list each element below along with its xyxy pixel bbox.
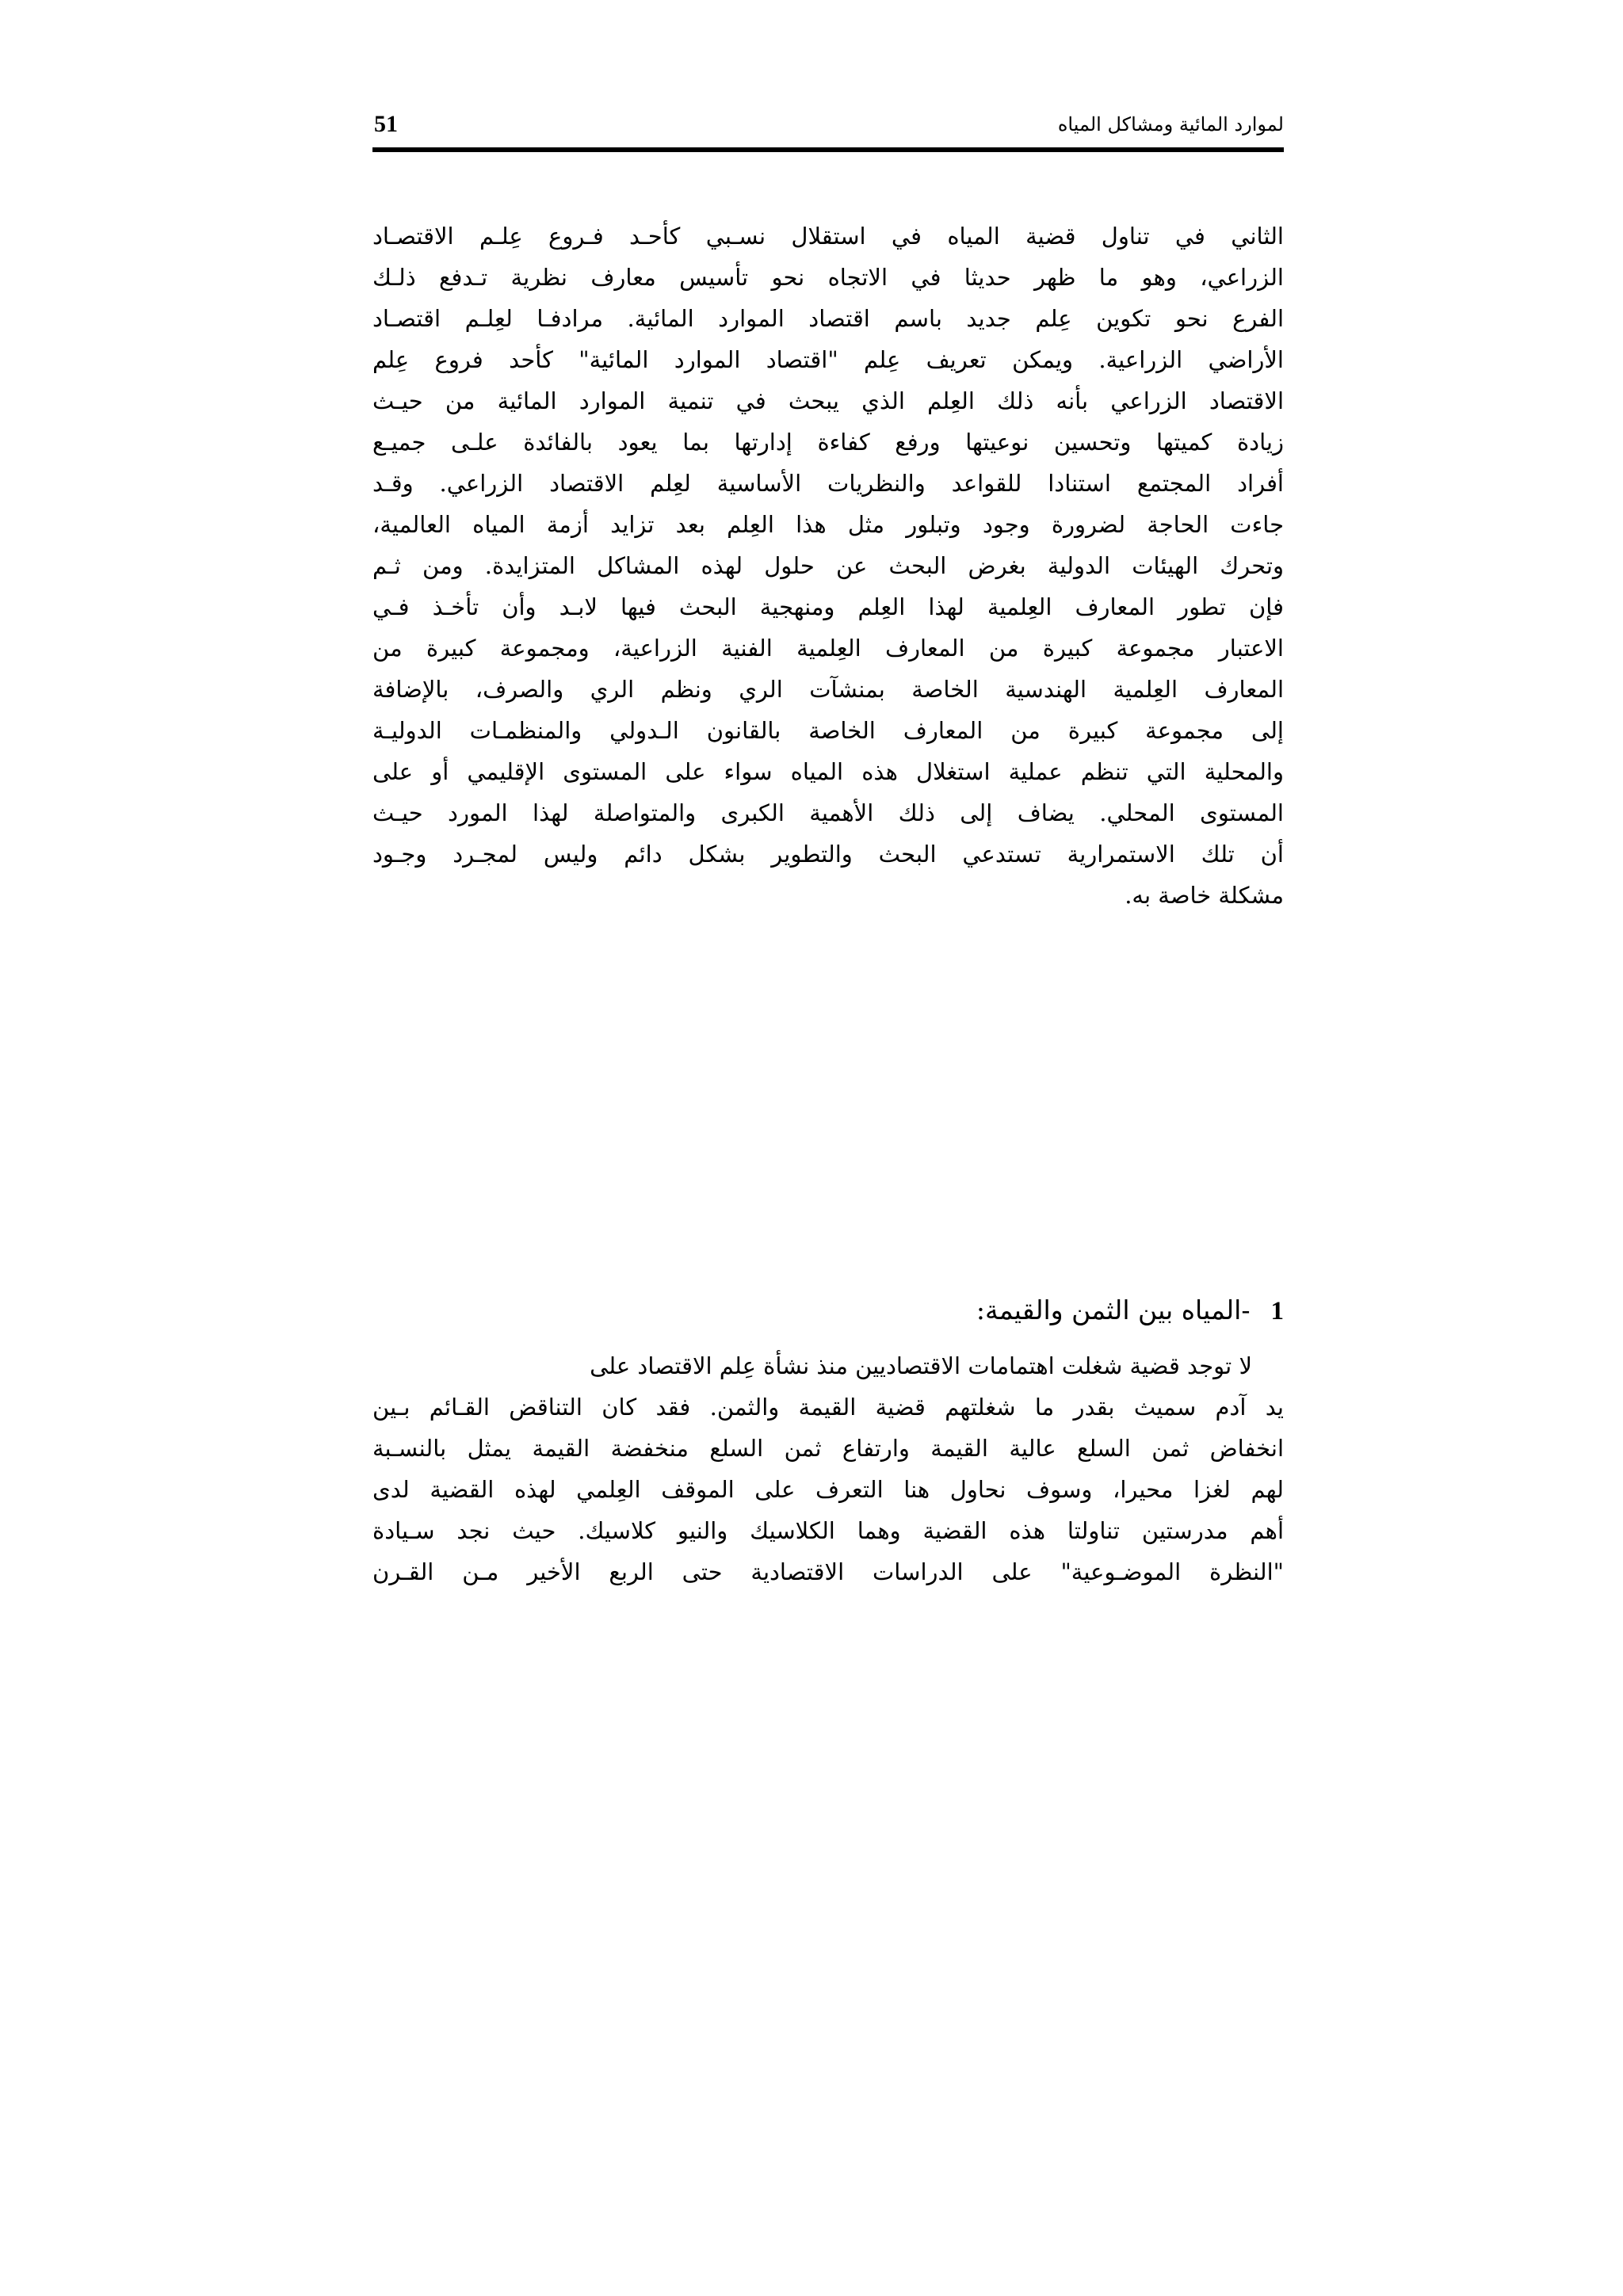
text-line: يد آدم سميث بقدر ما شغلتهم قضية القيمة والثمن. فقد كان التناقض القـائم بـين (372, 1394, 1284, 1421)
paragraph-continued (372, 215, 1284, 916)
page-header (372, 103, 1284, 146)
text-line: الفرع نحو تكوين عِلم جديد باسم اقتصاد الموارد المائية. مرادفـا لعِلـم اقتصـاد (372, 305, 1284, 332)
section-number: 1 (1270, 1297, 1284, 1325)
page-number: 51 (374, 111, 398, 137)
text-line: الاقتصاد الزراعي بأنه ذلك العِلم الذي يبحث في تنمية الموارد المائية من حيـث (372, 387, 1284, 414)
text-line: انخفاض ثمن السلع عالية القيمة وارتفاع ثمن السلع منخفضة القيمة يمثل بالنسـبة (372, 1435, 1284, 1462)
text-line: وتحرك الهيئات الدولية بغرض البحث عن حلول لهذه المشاكل المتزايدة. ومن ثـم (372, 552, 1284, 579)
header-rule (372, 147, 1284, 152)
text-line: المستوى المحلي. يضاف إلى ذلك الأهمية الكبرى والمتواصلة لهذا المورد حيـث (372, 799, 1284, 826)
text-line: إلى مجموعة كبيرة من المعارف الخاصة بالقانون الـدولي والمنظمـات الدوليـة (372, 717, 1284, 744)
text-line: الاعتبار مجموعة كبيرة من المعارف العِلمية الفنية الزراعية، ومجموعة كبيرة من (372, 635, 1284, 662)
text-line: "النظرة الموضـوعية" على الدراسات الاقتصادية حتى الربع الأخير مـن القـرن (372, 1558, 1284, 1585)
text-line: أفراد المجتمع استنادا للقواعد والنظريات الأساسية لعِلم الاقتصاد الزراعي. وقـد (372, 470, 1284, 497)
running-title: لموارد المائية ومشاكل المياه (1057, 113, 1284, 135)
text-line: لا توجد قضية شغلت اهتمامات الاقتصاديين منذ نشأة عِلم الاقتصاد على (590, 1352, 1252, 1379)
text-line: الزراعي، وهو ما ظهر حديثا في الاتجاه نحو تأسيس معارف نظرية تـدفع ذلـك (372, 264, 1284, 291)
text-line: الثاني في تناول قضية المياه في استقلال نسـبي كأحـد فـروع عِلـم الاقتصـاد (372, 223, 1284, 250)
section-title: -المياه بين الثمن والقيمة: (976, 1295, 1251, 1325)
text-line: مشكلة خاصة به. (1125, 882, 1284, 909)
text-line: الأراضي الزراعية. ويمكن تعريف عِلم "اقتصاد الموارد المائية" كأحد فروع عِلم (372, 346, 1284, 373)
text-line: والمحلية التي تنظم عملية استغلال هذه المياه سواء على المستوى الإقليمي أو على (372, 758, 1284, 785)
paragraph (372, 1345, 1284, 1592)
text-line: المعارف العِلمية الهندسية الخاصة بمنشآت الري ونظم الري والصرف، بالإضافة (372, 676, 1284, 703)
section-heading (372, 1288, 1284, 1333)
text-line: جاءت الحاجة لضرورة وجود وتبلور مثل هذا العِلم بعد تزايد أزمة المياه العالمية، (372, 511, 1284, 538)
text-line: لهم لغزا محيرا، وسوف نحاول هنا التعرف على الموقف العِلمي لهذه القضية لدى (372, 1476, 1284, 1503)
text-line: فإن تطور المعارف العِلمية لهذا العِلم ومنهجية البحث فيها لابـد وأن تأخـذ فـي (372, 593, 1284, 620)
text-line: زيادة كميتها وتحسين نوعيتها ورفع كفاءة إدارتها بما يعود بالفائدة علـى جميـع (372, 429, 1284, 456)
text-line: أهم مدرستين تناولتا هذه القضية وهما الكلاسيك والنيو كلاسيك. حيث نجد سـيادة (372, 1517, 1284, 1544)
text-line: أن تلك الاستمرارية تستدعي البحث والتطوير بشكل دائم وليس لمجـرد وجـود (372, 841, 1284, 868)
